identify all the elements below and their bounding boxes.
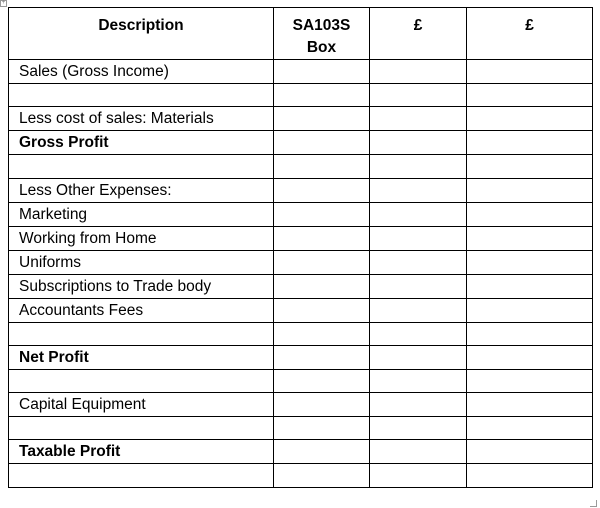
row-box-cell[interactable] [274,417,370,440]
row-description-cell[interactable]: Marketing [9,202,274,226]
table-row [9,417,593,440]
row-amount-2-cell[interactable] [467,298,593,322]
row-amount-1-cell[interactable] [370,322,467,345]
row-amount-1-cell[interactable] [370,202,467,226]
row-description-cell[interactable] [9,417,274,440]
row-amount-2-cell[interactable] [467,178,593,202]
row-description-cell[interactable]: Uniforms [9,250,274,274]
row-amount-1-cell[interactable] [370,250,467,274]
row-description-cell[interactable] [9,464,274,487]
row-box-cell[interactable] [274,345,370,369]
row-amount-2-cell[interactable] [467,369,593,392]
row-box-cell[interactable] [274,250,370,274]
row-amount-1-cell[interactable] [370,84,467,107]
header-box-line2: Box [306,39,337,56]
row-amount-1-cell[interactable] [370,298,467,322]
table-row [9,464,593,487]
table-row [9,298,593,322]
row-box-cell[interactable] [274,298,370,322]
row-box-cell[interactable] [274,369,370,392]
table-row [9,84,593,107]
row-description-cell[interactable] [9,84,274,107]
row-box-cell[interactable] [274,107,370,131]
row-amount-1-cell[interactable] [370,464,467,487]
row-description-cell[interactable] [9,155,274,178]
row-box-cell[interactable] [274,393,370,417]
row-amount-2-cell[interactable] [467,322,593,345]
table-move-handle-icon[interactable]: + [1,0,6,6]
row-amount-2-cell[interactable] [467,440,593,464]
row-amount-1-cell[interactable] [370,178,467,202]
header-box-line1: SA103S [292,17,351,34]
row-box-cell[interactable] [274,178,370,202]
row-amount-1-cell[interactable] [370,393,467,417]
table-row [9,393,593,417]
row-description-cell[interactable] [9,322,274,345]
row-amount-1-cell[interactable] [370,155,467,178]
table-row [9,274,593,298]
row-box-cell[interactable] [274,155,370,178]
row-description-cell[interactable]: Subscriptions to Trade body [9,274,274,298]
row-amount-2-cell[interactable] [467,274,593,298]
row-amount-1-cell[interactable] [370,131,467,155]
table-row [9,322,593,345]
row-description-cell[interactable] [9,369,274,392]
header-description: Description [9,8,274,60]
table-row [9,155,593,178]
row-description-cell[interactable]: Sales (Gross Income) [9,60,274,84]
row-amount-1-cell[interactable] [370,345,467,369]
profit-loss-table [8,7,593,488]
row-box-cell[interactable] [274,226,370,250]
row-amount-1-cell[interactable] [370,226,467,250]
table-row [9,107,593,131]
table-header-row [9,8,593,60]
row-amount-1-cell[interactable] [370,440,467,464]
row-box-cell[interactable] [274,464,370,487]
row-amount-1-cell[interactable] [370,60,467,84]
row-description-cell[interactable]: Gross Profit [9,131,274,155]
row-amount-1-cell[interactable] [370,417,467,440]
table-row [9,178,593,202]
row-amount-2-cell[interactable] [467,417,593,440]
row-amount-1-cell[interactable] [370,107,467,131]
table-row [9,226,593,250]
row-amount-2-cell[interactable] [467,60,593,84]
row-description-cell[interactable]: Less cost of sales: Materials [9,107,274,131]
table-row [9,345,593,369]
row-box-cell[interactable] [274,84,370,107]
row-box-cell[interactable] [274,131,370,155]
table-row [9,440,593,464]
row-amount-2-cell[interactable] [467,250,593,274]
row-box-cell[interactable] [274,60,370,84]
row-description-cell[interactable]: Less Other Expenses: [9,178,274,202]
row-amount-2-cell[interactable] [467,393,593,417]
row-description-cell[interactable]: Net Profit [9,345,274,369]
row-amount-2-cell[interactable] [467,345,593,369]
row-amount-2-cell[interactable] [467,107,593,131]
row-amount-2-cell[interactable] [467,84,593,107]
row-amount-2-cell[interactable] [467,226,593,250]
row-box-cell[interactable] [274,440,370,464]
table-row [9,131,593,155]
row-amount-2-cell[interactable] [467,202,593,226]
row-description-cell[interactable]: Capital Equipment [9,393,274,417]
row-description-cell[interactable]: Taxable Profit [9,440,274,464]
row-description-cell[interactable]: Working from Home [9,226,274,250]
table-row [9,60,593,84]
row-box-cell[interactable] [274,274,370,298]
table-resize-handle-icon[interactable] [590,500,597,507]
row-amount-1-cell[interactable] [370,369,467,392]
header-sa103s-box [274,8,370,60]
row-amount-2-cell[interactable] [467,131,593,155]
header-pounds-1: £ [370,8,467,60]
header-pounds-2: £ [467,8,593,60]
row-box-cell[interactable] [274,202,370,226]
row-description-cell[interactable]: Accountants Fees [9,298,274,322]
row-amount-1-cell[interactable] [370,274,467,298]
table-row [9,369,593,392]
row-amount-2-cell[interactable] [467,464,593,487]
row-amount-2-cell[interactable] [467,155,593,178]
row-box-cell[interactable] [274,322,370,345]
table-row [9,250,593,274]
table-row [9,202,593,226]
